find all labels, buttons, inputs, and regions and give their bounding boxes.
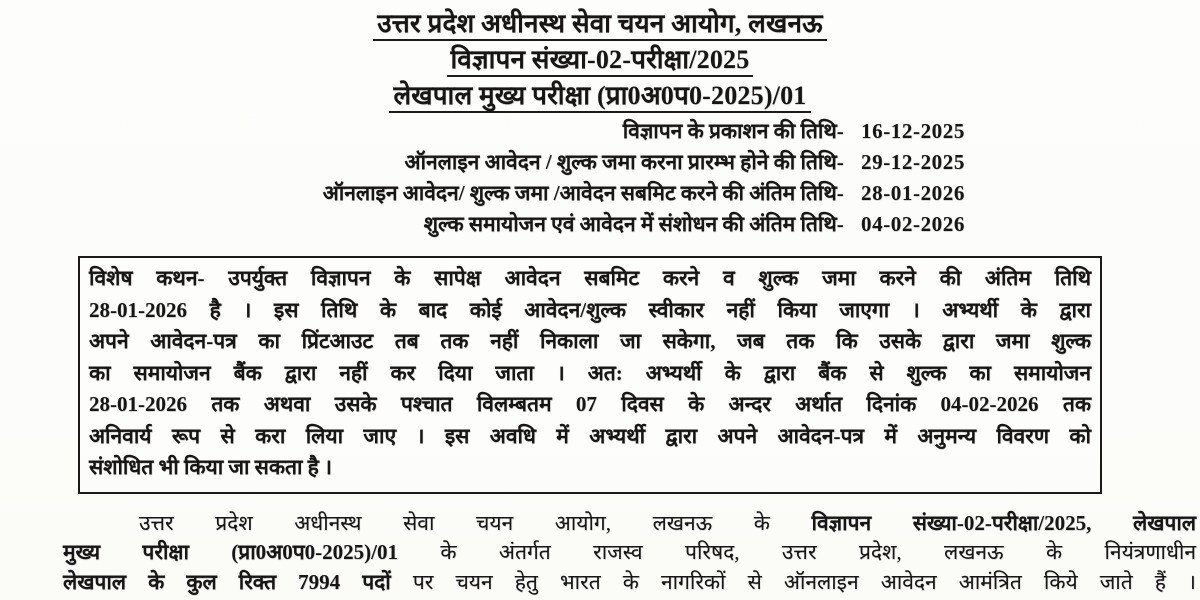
text-line [89,452,1091,484]
date-value: 29-12-2025 [861,150,965,174]
text-segment: का समायोजन बैंक द्वारा नहीं कर दिया जाता । अत: अभ्यर्थी के द्वारा बैंक से शुल्क का समायोजन [89,360,1091,385]
date-value: 16-12-2025 [861,119,965,143]
text-line [89,389,1091,421]
header-line-2 [0,42,1200,78]
text-segment: के अंतर्गत राजस्व परिषद, उत्तर प्रदेश, लखनऊ के नियंत्रणाधीन [397,540,1196,564]
text-segment: विशेष कथन- उपर्युक्त विज्ञापन के सापेक्ष आवेदन सबमिट करने व शुल्क जमा करने की अंतिम तिथि [89,266,1091,290]
document-header [0,6,1200,114]
text-segment: अपने आवेदन-पत्र का प्रिंटआउट तब तक नहीं निकाला जा सकेगा, जब तक कि उसके द्वारा जमा शुल्क [89,329,1091,353]
exam-title: लेखपाल मुख्य परीक्षा (प्रा0अ0प0-2025)/01 [389,81,810,113]
text-line [89,421,1091,453]
advertisement-number: विज्ञापन संख्या-02-परीक्षा/2025 [447,45,754,77]
date-value: 28-01-2026 [861,181,965,205]
text-segment: 28-01-2026 है । इस तिथि के बाद कोई आवेदन/शुल्क स्वीकार नहीं किया जाएगा । अभ्यर्थी के द्वारा [89,297,1091,322]
text-line [63,568,1196,598]
text-line [89,358,1091,390]
closing-paragraph [63,509,1196,598]
text-line [89,326,1091,358]
bold-text-segment: विज्ञापन संख्या-02-परीक्षा/2025, लेखपाल [811,510,1197,535]
date-label: ऑनलाइन आवेदन/ शुल्क जमा /आवेदन सबमिट करने की अंतिम तिथि- [322,181,844,205]
date-row-publication [0,116,965,147]
text-segment: पर चयन हेतु भारत के नागरिकों से ऑनलाइन आवेदन आमंत्रित किये जाते हैं । [390,569,1197,594]
bold-text-segment: मुख्य परीक्षा (प्रा0अ0प0-2025)/01 [63,540,398,564]
header-line-1 [0,6,1200,42]
text-segment: उत्तर प्रदेश अधीनस्थ सेवा चयन आयोग, लखनऊ के [139,510,812,535]
date-row-application-last [0,178,965,209]
text-line [63,538,1196,568]
date-label: ऑनलाइन आवेदन / शुल्क जमा करना प्रारम्भ होने की तिथि- [404,150,844,174]
commission-title: उत्तर प्रदेश अधीनस्थ सेवा चयन आयोग, लखनऊ [373,9,826,41]
header-line-3 [0,78,1200,114]
bold-text-segment: लेखपाल के कुल रिक्त 7994 पदों [63,569,391,594]
text-line [63,509,1196,539]
text-line [89,295,1091,327]
text-segment: संशोधित भी किया जा सकता है । [89,455,332,479]
date-label: विज्ञापन के प्रकाशन की तिथि- [622,119,844,143]
special-notice-box [78,256,1102,494]
date-row-fee-adjustment-last [0,209,965,240]
text-line [89,263,1091,295]
date-label: शुल्क समायोजन एवं आवेदन में संशोधन की अंतिम तिथि- [423,212,844,236]
key-dates-block [0,116,965,240]
text-segment: अनिवार्य रूप से करा लिया जाए । इस अवधि में अभ्यर्थी द्वारा अपने आवेदन-पत्र में अनुमन्य विवरण को [89,423,1091,448]
text-segment: 28-01-2026 तक अथवा उसके पश्चात विलम्बतम 07 दिवस के अन्दर अर्थात दिनांक 04-02-2026 तक [89,392,1091,416]
date-value: 04-02-2026 [861,212,965,236]
date-row-application-start [0,147,965,178]
